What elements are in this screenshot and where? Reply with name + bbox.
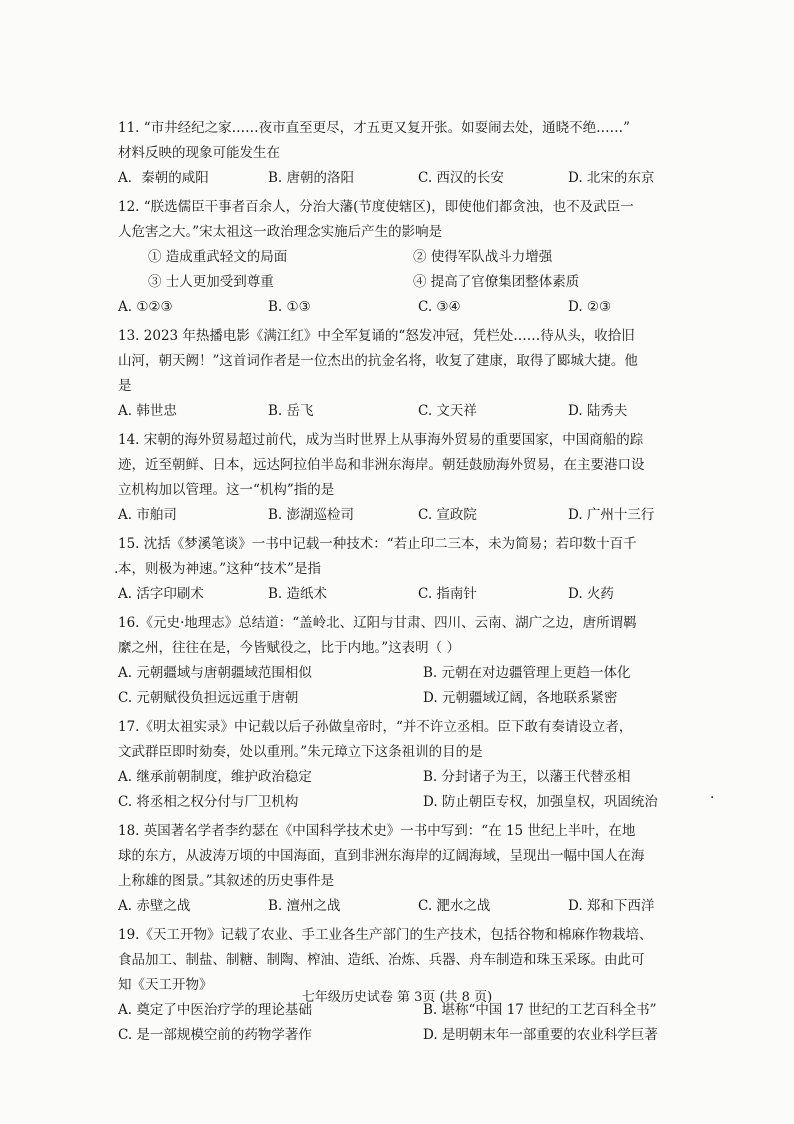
answer-option: B. 唐朝的洛阳 [268, 170, 355, 186]
answer-option: B. 岳飞 [268, 403, 314, 419]
question-stem-line: 16.《元史·地理志》总结道：“盖岭北、辽阳与甘肃、四川、云南、湖广之边，唐所谓羁 [118, 615, 637, 631]
answer-options [118, 295, 708, 320]
answer-option: B. 澶州之战 [268, 898, 341, 914]
answer-option: D. 陆秀夫 [568, 403, 628, 419]
question-14 [118, 428, 708, 532]
answer-option: A. 韩世忠 [118, 403, 177, 419]
spacer [118, 1048, 708, 1052]
statement: ④ 提高了官僚集团整体素质 [413, 274, 580, 290]
statement: ③ 士人更加受到尊重 [148, 274, 274, 290]
answer-option: A．秦朝的咸阳 [118, 170, 209, 186]
answer-option: B. 澎湖巡检司 [268, 507, 355, 523]
answer-option: C. ③④ [418, 299, 461, 315]
answer-option: C. 西汉的长安 [418, 170, 504, 186]
answer-option: A. 赤壁之战 [118, 898, 191, 914]
question-stem-line: 文武群臣即时劾奏，处以重刑。”朱元璋立下这条祖训的目的是 [118, 744, 483, 760]
answer-option: A. 继承前朝制度，维护政治稳定 [118, 769, 312, 785]
question-stem-line: 縻之州，往往在是，今皆赋役之，比于内地。”这表明（ ） [118, 640, 460, 656]
answer-option: A. 市舶司 [118, 507, 177, 523]
answer-option: C. 是一部规模空前的药物学著作 [118, 1027, 312, 1043]
answer-option: A. 元朝疆域与唐朝疆域范围相似 [118, 665, 312, 681]
question-11 [118, 116, 708, 195]
question-stem-line: 18. 英国著名学者李约瑟在《中国科学技术史》一书中写到：“在 15 世纪上半叶，在地 [118, 823, 636, 839]
question-stem-line: 山河，朝天阙！”这首词作者是一位杰出的抗金名将，收复了建康，取得了郾城大捷。他 [118, 353, 638, 369]
question-12 [118, 195, 708, 324]
question-list [118, 116, 708, 1052]
answer-options [118, 1023, 708, 1048]
answer-option: B. 造纸术 [268, 586, 328, 602]
answer-option: C. 宣政院 [418, 507, 477, 523]
question-stem-line: 17.《明太祖实录》中记载以后子孙做皇帝时，“并不许立丞相。臣下敢有奏请设立者， [118, 719, 633, 735]
answer-option: D. 北宋的东京 [568, 170, 655, 186]
answer-options [118, 503, 708, 528]
answer-option: C. 文天祥 [418, 403, 477, 419]
answer-option: C. 元朝赋役负担远远重于唐朝 [118, 690, 299, 706]
answer-option: A. 奠定了中医治疗学的理论基础 [118, 1002, 312, 1018]
question-16 [118, 611, 708, 715]
answer-option: D. 郑和下西洋 [568, 898, 655, 914]
answer-options [118, 582, 708, 607]
answer-option: B. 元朝在对边疆管理上更趋一体化 [423, 665, 631, 681]
question-13 [118, 324, 708, 428]
question-stem-line: 迹，近至朝鲜、日本，远达阿拉伯半岛和非洲东海岸。朝廷鼓励海外贸易，在主要港口设 [118, 457, 645, 473]
answer-options [118, 399, 708, 424]
question-stem-line: 上称雄的图景。”其叙述的历史事件是 [118, 873, 335, 889]
answer-option: C. 指南针 [418, 586, 477, 602]
question-stem-line: 本，则极为神速。”这种“技术”是指 [118, 561, 321, 577]
question-15 [118, 532, 708, 611]
statement: ② 使得军队战斗力增强 [413, 249, 553, 265]
question-stem-line: 15. 沈括《梦溪笔谈》一书中记载一种技术：“若止印二三本，未为简易；若印数十百千 [118, 536, 637, 552]
question-stem-line: 11. “市井经纪之家……夜市直至更尽，才五更又复开张。如耍闹去处，通晓不绝……” [118, 120, 631, 136]
answer-option: D. 是明朝末年一部重要的农业科学巨著 [423, 1027, 658, 1043]
answer-option: D. ②③ [568, 299, 612, 315]
question-17 [118, 715, 708, 819]
answer-options [118, 686, 708, 711]
statement-row [118, 270, 708, 295]
answer-option: C. 淝水之战 [418, 898, 491, 914]
question-stem-line: 立机构加以管理。这一“机构”指的是 [118, 482, 335, 498]
answer-option: D. 元朝疆域辽阔，各地联系紧密 [423, 690, 618, 706]
answer-option: B. 堪称“中国 17 世纪的工艺百科全书” [423, 1002, 657, 1018]
question-18 [118, 819, 708, 923]
answer-option: C. 将丞相之权分付与厂卫机构 [118, 794, 299, 810]
margin-dot: · [114, 565, 119, 581]
margin-dot: · [710, 790, 715, 806]
answer-option: B. 分封诸子为王，以藩王代替丞相 [423, 769, 631, 785]
answer-option: B. ①③ [268, 299, 311, 315]
question-stem-line: 12. “朕选儒臣干事者百余人，分治大藩(节度使辖区)，即使他们都贪浊，也不及武臣一 [118, 199, 634, 215]
question-stem-line: 球的东方，从波涛万顷的中国海面，直到非洲东海岸的辽阔海域，呈现出一幅中国人在海 [118, 848, 645, 864]
answer-options [118, 765, 708, 790]
question-stem-line: 13. 2023 年热播电影《满江红》中全军复诵的“怒发冲冠，凭栏处……待从头，收拾旧 [118, 328, 635, 344]
page-footer: 七年级历史试卷 第 3页 (共 8 页) [301, 990, 493, 1005]
question-stem-line: 知《天工开物》 [118, 977, 213, 993]
question-stem-line: 食品加工、制盐、制糖、制陶、榨油、造纸、冶炼、兵器、舟车制造和珠玉采琢。由此可 [118, 952, 645, 968]
question-stem-line: 14. 宋朝的海外贸易超过前代，成为当时世界上从事海外贸易的重要国家，中国商船的踪 [118, 432, 644, 448]
answer-options [118, 790, 708, 815]
answer-options [118, 894, 708, 919]
answer-option: D. 广州十三行 [568, 507, 655, 523]
answer-option: D. 火药 [568, 586, 614, 602]
answer-option: A. ①②③ [118, 299, 173, 315]
statement: ① 造成重武轻文的局面 [148, 249, 288, 265]
answer-option: A. 活字印刷术 [118, 586, 204, 602]
statement-row [118, 245, 708, 270]
question-stem-line: 是 [118, 378, 132, 394]
answer-option: D. 防止朝臣专权，加强皇权，巩固统治 [423, 794, 658, 810]
answer-options [118, 166, 708, 191]
answer-options [118, 661, 708, 686]
question-stem-line: 材料反映的现象可能发生在 [118, 145, 280, 161]
question-stem-line: 人危害之大。”宋太祖这一政治理念实施后产生的影响是 [118, 224, 443, 240]
question-stem-line: 19.《天工开物》记载了农业、手工业各生产部门的生产技术，包括谷物和棉麻作物栽培、 [118, 927, 653, 943]
